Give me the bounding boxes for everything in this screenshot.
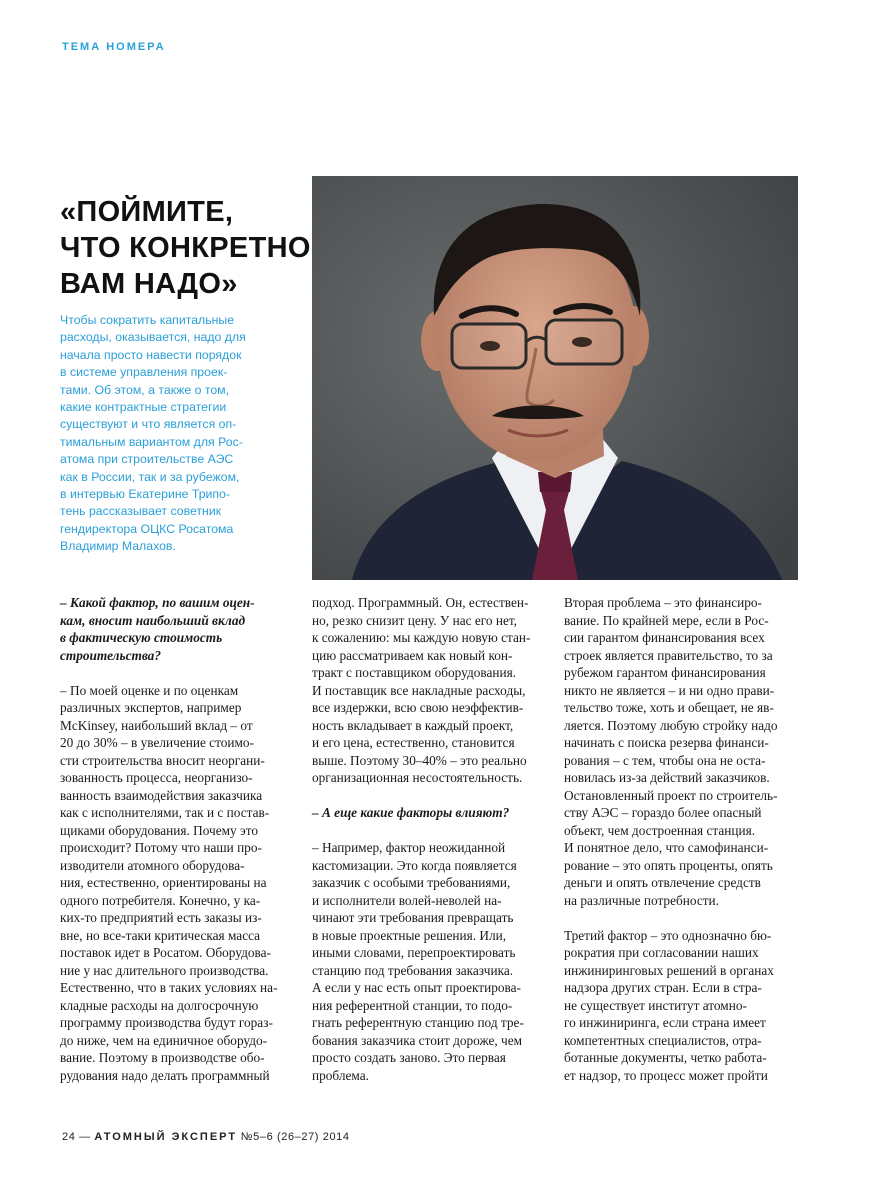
paragraph-gap xyxy=(312,822,552,840)
lead-line: Чтобы сократить капитальные xyxy=(60,313,235,327)
interview-answer xyxy=(60,682,300,1085)
text-line: деньги и опять отвлечение средств xyxy=(564,875,761,890)
text-line: никто не является – и ни одно прави- xyxy=(564,682,775,698)
interview-question xyxy=(60,594,300,664)
text-line: одного потребителя. Конечно, у ка- xyxy=(60,892,261,908)
text-line: в фактическую стоимость xyxy=(60,630,223,645)
text-line: рование – это опять проценты, опять xyxy=(564,857,773,873)
lead-line: атома при строительстве АЭС xyxy=(60,452,234,467)
text-line: ность вкладывает в каждый проект, xyxy=(312,717,514,733)
text-line: – А еще какие факторы влияют? xyxy=(312,805,510,820)
text-line: заказчик с особыми требованиями, xyxy=(312,875,511,890)
section-label: ТЕМА НОМЕРА xyxy=(62,41,166,53)
text-line: кам, вносит наибольший вклад xyxy=(60,612,246,628)
text-line: И поставщик все накладные расходы, xyxy=(312,682,526,698)
text-line: как с исполнителями, так и с постав- xyxy=(60,805,270,820)
page-footer xyxy=(62,1131,350,1143)
text-line: тельство тоже, хоть и обещает, не яв- xyxy=(564,700,774,715)
text-line: программу производства будут гораз- xyxy=(60,1015,273,1030)
text-line: ния, естественно, ориентированы на xyxy=(60,875,267,890)
magazine-title: АТОМНЫЙ ЭКСПЕРТ xyxy=(94,1131,238,1143)
text-line: к сожалению: мы каждую новую стан- xyxy=(312,630,531,645)
paragraph-gap xyxy=(60,664,300,682)
headline-line: «ПОЙМИТЕ, xyxy=(60,196,234,228)
portrait-illustration xyxy=(312,176,798,580)
text-line: подход. Программный. Он, естествен- xyxy=(312,595,529,610)
text-line: McKinsey, наибольший вклад – от xyxy=(60,717,253,733)
paragraph-gap xyxy=(312,787,552,805)
lead-line: расходы, оказывается, надо для xyxy=(60,330,246,345)
text-line: до ниже, чем на единичное оборудо- xyxy=(60,1032,268,1048)
article-column-2 xyxy=(312,594,552,1084)
lead-line: тень рассказывает советник xyxy=(60,504,222,519)
text-line: щиками оборудования. Почему это xyxy=(60,822,259,838)
text-line: строительства? xyxy=(60,647,161,663)
text-line: и его цена, естественно, становится xyxy=(312,735,515,750)
text-line: и исполнители волей-неволей на- xyxy=(312,892,502,908)
text-line: строек является правительство, то за xyxy=(564,647,773,663)
text-line: рования – с тем, чтобы она не оста- xyxy=(564,752,766,768)
text-line: ния референтной станции, то подо- xyxy=(312,997,513,1013)
text-line: цию рассматриваем как новый кон- xyxy=(312,647,513,663)
text-line: – Например, фактор неожиданной xyxy=(312,840,506,855)
text-line: кладные расходы на долгосрочную xyxy=(60,997,259,1013)
text-line: А если у нас есть опыт проектирова- xyxy=(312,980,521,995)
text-line: 20 до 30% – в увеличение стоимо- xyxy=(60,735,254,750)
article-headline xyxy=(60,194,311,302)
text-line: вне, но все-таки критическая масса xyxy=(60,927,261,943)
text-line: сти строительства вносит неоргани- xyxy=(60,752,265,768)
text-line: зованность процесса, неорганизо- xyxy=(60,770,253,785)
lead-paragraph xyxy=(60,312,300,556)
lead-line: в системе управления проек- xyxy=(60,365,228,380)
text-line: объект, чем достроенная станция. xyxy=(564,822,756,838)
text-line: начинать с поиска резерва финанси- xyxy=(564,735,769,750)
interview-question xyxy=(312,804,552,822)
headline-line: ЧТО КОНКРЕТНО xyxy=(60,232,311,264)
text-line: ет надзор, то процесс может пройти xyxy=(564,1067,768,1083)
text-line: ству АЭС – гораздо более опасный xyxy=(564,805,762,820)
text-line: – Какой фактор, по вашим оцен- xyxy=(60,595,255,610)
text-line: не существует институт атомно- xyxy=(564,997,747,1013)
text-line: происходит? Потому что наши про- xyxy=(60,840,262,855)
text-line: Третий фактор – это однозначно бю- xyxy=(564,927,772,943)
text-line: но, резко снизит цену. У нас его нет, xyxy=(312,612,518,628)
text-line: – По моей оценке и по оценкам xyxy=(60,682,239,698)
text-line: ботанные документы, четко работа- xyxy=(564,1050,767,1065)
eye-right xyxy=(572,337,592,347)
lead-line: как в России, так и за рубежом, xyxy=(60,469,240,484)
text-line: Вторая проблема – это финансиро- xyxy=(564,595,762,610)
text-line: рократия при согласовании наших xyxy=(564,945,759,960)
text-line: кастомизации. Это когда появляется xyxy=(312,857,517,873)
text-line: инжиниринговых решений в органах xyxy=(564,962,774,978)
headline-line: ВАМ НАДО» xyxy=(60,268,238,300)
text-line: изводители атомного оборудова- xyxy=(60,857,245,873)
article-column-3 xyxy=(564,594,804,1084)
page-number: 24 xyxy=(62,1131,76,1143)
text-line: станцию под требования заказчика. xyxy=(312,962,514,978)
text-line: все издержки, всю свою неэффектив- xyxy=(312,700,524,715)
text-line: иными словами, перепроектировать xyxy=(312,945,516,960)
text-line: чинают эти требования превращать xyxy=(312,910,514,925)
text-line: выше. Поэтому 30–40% – это реально xyxy=(312,752,527,768)
text-line: Естественно, что в таких условиях на- xyxy=(60,980,278,995)
text-line: надзора других стран. Если в стра- xyxy=(564,980,762,995)
text-line: Остановленный проект по строитель- xyxy=(564,787,778,803)
interview-answer xyxy=(564,594,804,909)
text-line: го инжиниринга, если страна имеет xyxy=(564,1015,766,1030)
text-line: вание. По крайней мере, если в Рос- xyxy=(564,612,769,628)
article-column-1 xyxy=(60,594,300,1084)
lead-line: тимальным вариантом для Рос- xyxy=(60,434,243,449)
issue-number: №5–6 (26–27) 2014 xyxy=(240,1131,350,1143)
text-line: организационная несостоятельность. xyxy=(312,770,523,785)
eye-left xyxy=(480,341,500,351)
text-line: новилась из-за действий заказчиков. xyxy=(564,770,770,785)
text-line: ние у нас длительного производства. xyxy=(60,962,269,978)
footer-dash: — xyxy=(79,1131,91,1143)
lead-line: какие контрактные стратегии xyxy=(60,400,227,415)
lead-line: существуют и что является оп- xyxy=(60,417,237,432)
lead-line: тами. Об этом, а также о том, xyxy=(60,382,230,397)
lead-line: в интервью Екатерине Трипо- xyxy=(60,487,230,502)
text-line: тракт с поставщиком оборудования. xyxy=(312,665,517,680)
text-line: в новые проектные решения. Или, xyxy=(312,927,507,943)
text-line: просто создать заново. Это первая xyxy=(312,1050,506,1065)
text-line: бования заказчика стоит дороже, чем xyxy=(312,1032,523,1048)
text-line: гнать референтную станцию под тре- xyxy=(312,1015,524,1030)
interview-answer xyxy=(312,594,552,787)
text-line: компетентных специалистов, отра- xyxy=(564,1032,762,1048)
text-line: на различные потребности. xyxy=(564,892,719,908)
interview-answer xyxy=(312,839,552,1084)
text-line: проблема. xyxy=(312,1067,369,1083)
text-line: различных экспертов, например xyxy=(60,700,242,715)
text-line: поставок идет в Росатом. Оборудова- xyxy=(60,945,271,960)
text-line: рубежом гарантом финансирования xyxy=(564,665,766,680)
text-line: И понятное дело, что самофинанси- xyxy=(564,840,769,855)
text-line: ванность взаимодействия заказчика xyxy=(60,787,263,803)
lead-line: Владимир Малахов. xyxy=(60,539,176,554)
portrait-photo xyxy=(312,176,798,580)
text-line: сии гарантом финансирования всех xyxy=(564,630,765,645)
lead-line: начала просто навести порядок xyxy=(60,347,242,362)
paragraph-gap xyxy=(564,909,804,927)
text-line: ляется. Поэтому любую стройку надо xyxy=(564,717,778,733)
interview-answer xyxy=(564,927,804,1085)
text-line: ких-то предприятий есть заказы из- xyxy=(60,910,262,925)
text-line: вание. Поэтому в производстве обо- xyxy=(60,1050,265,1065)
text-line: рудования надо делать программный xyxy=(60,1067,270,1083)
lead-line: гендиректора ОЦКС Росатома xyxy=(60,521,234,536)
